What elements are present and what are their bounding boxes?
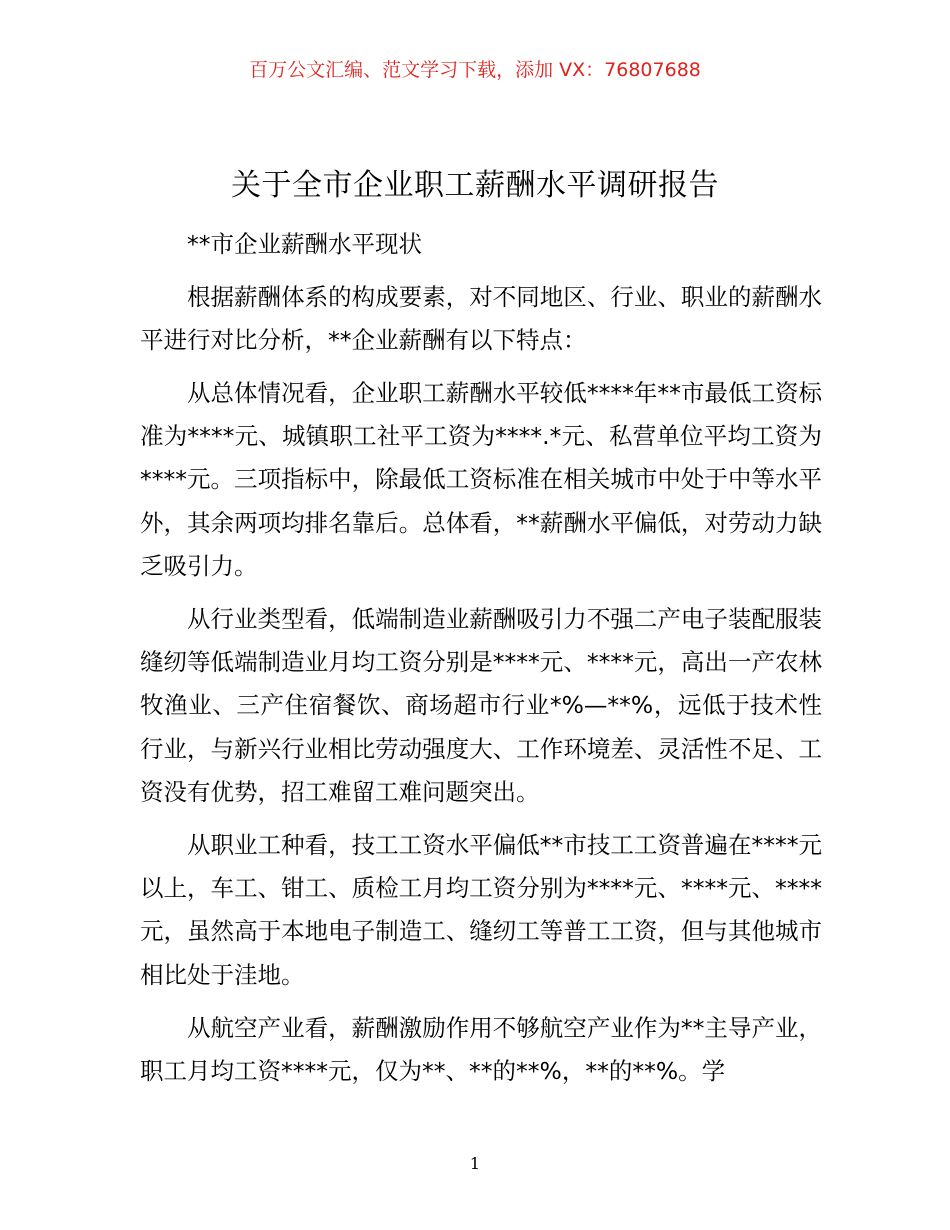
paragraph-section-heading: **市企业薪酬水平现状	[187, 230, 422, 258]
paragraph-occupation: 从职业工种看，技工工资水平偏低**市技工工资普遍在****元以上，车工、钳工、质检工月均工资分别为****元、****元、****元，虽然高于本地电子制造工、缝纫工等普工工资，但与其他城市相比处于洼地。	[140, 830, 822, 989]
paragraph-aviation: 从航空产业看，薪酬激励作用不够航空产业作为**主导产业，职工月均工资****元，仅为**、**的**%，**的**%。学	[140, 1013, 822, 1085]
paragraph-intro: 根据薪酬体系的构成要素，对不同地区、行业、职业的薪酬水平进行对比分析，**企业薪酬有以下特点：	[140, 282, 822, 355]
document-body	[140, 223, 822, 1103]
paragraph-overall: 从总体情况看，企业职工薪酬水平较低****年**市最低工资标准为****元、城镇职工社平工资为****.*元、私营单位平均工资为****元。三项指标中，除最低工资标准在相关城市中处于中等水平外，其余两项均排名靠后。总体看，**薪酬水平偏低，对劳动力缺乏吸引力。	[140, 378, 822, 581]
document-title: 关于全市企业职工薪酬水平调研报告	[231, 168, 719, 203]
watermark-banner: 百万公文汇编、范文学习下载，添加 VX：76807688	[249, 59, 701, 81]
paragraph-industry: 从行业类型看，低端制造业薪酬吸引力不强二产电子装配服装缝纫等低端制造业月均工资分别是****元、****元，高出一产农林牧渔业、三产住宿餐饮、商场超市行业*%—**%，远低于技术性行业，与新兴行业相比劳动强度大、工作环境差、灵活性不足、工资没有优势，招工难留工难问题突出。	[140, 604, 822, 807]
page-number: 1	[469, 1154, 481, 1173]
